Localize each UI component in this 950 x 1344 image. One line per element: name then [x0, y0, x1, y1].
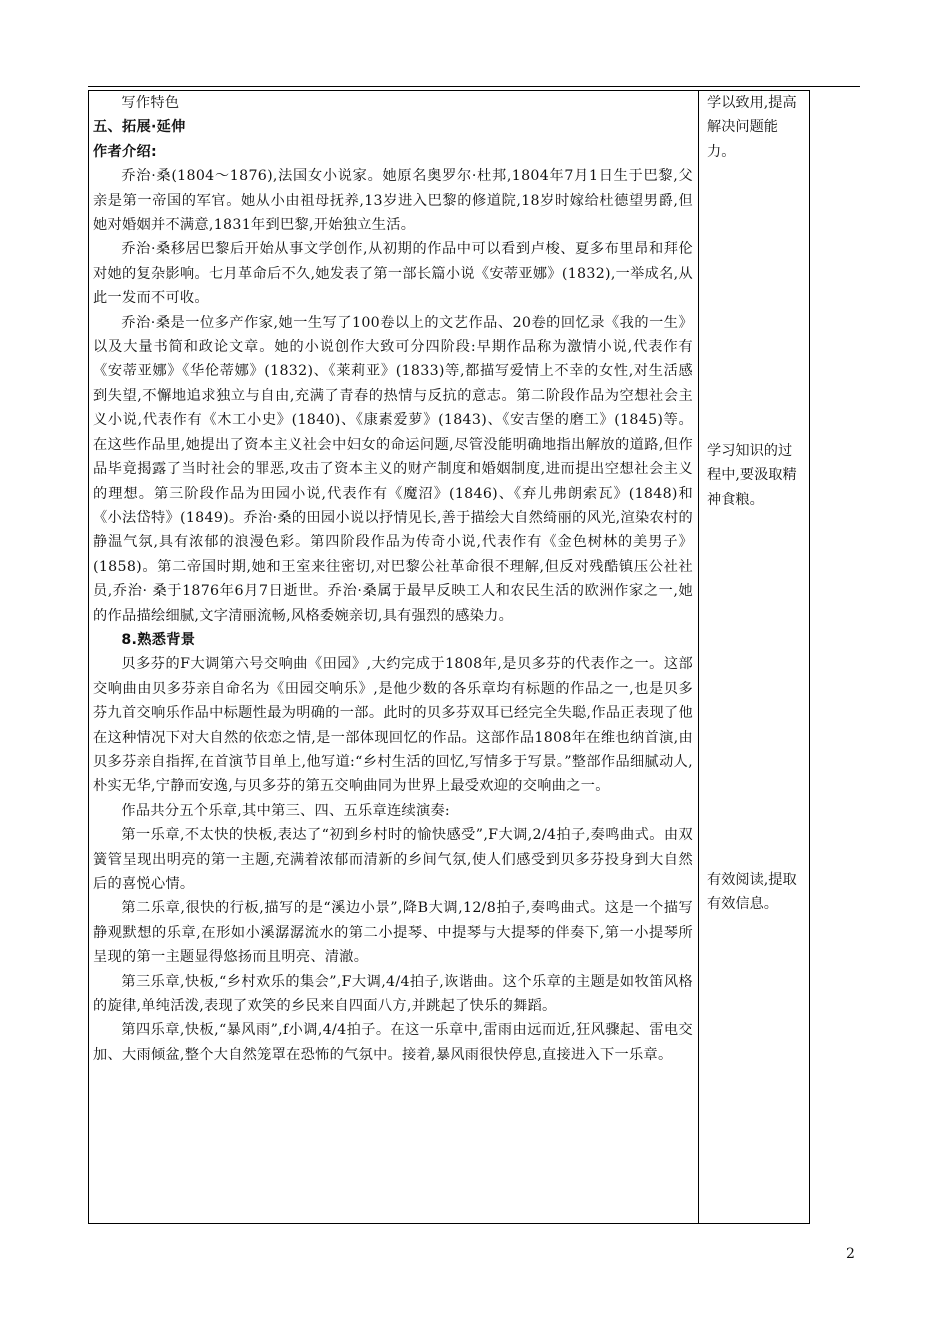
paragraph-movement-1: 第一乐章,不太快的快板,表达了“初到乡村时的愉快感受”,F大调,2/4拍子,奏鸣曲式。由双簧管呈现出明亮的第一主题,充满着浓郁而清新的乡间气氛,使人们感受到贝多芬投身到大自然后的喜悦心情。 [93, 827, 693, 892]
paragraph-movement-4: 第四乐章,快板,“暴风雨”,f小调,4/4拍子。在这一乐章中,雷雨由远而近,狂风骤起、雷电交加、大雨倾盆,整个大自然笼罩在恐怖的气氛中。接着,暴风雨很快停息,直接进入下一乐章。 [93, 1022, 693, 1063]
section-heading-extension: 五、拓展·延伸 [93, 119, 186, 136]
page-number: 2 [846, 1246, 855, 1262]
paragraph-author-works: 乔治·桑是一位多产作家,她一生写了100卷以上的文艺作品、20卷的回忆录《我的一生》以及大量书简和政论文章。她的小说创作大致可分四阶段:早期作品称为激情小说,代表作有《安蒂亚娜》《华伦蒂娜》(1832)、《莱莉亚》(1833)等,都描写爱情上不幸的女性,对生活感到失望,不懈地追求独立与自由,充满了青春的热情与反抗的意志。第二阶段作品为空想社会主义小说,代表作有《木工小史》(1840)、《康素爱萝》(1843)、《安吉堡的磨工》(1845)等。在这些作品里,她提出了资本主义社会中妇女的命运问题,尽管没能明确地指出解放的道路,但作品毕竟揭露了当时社会的罪恶,攻击了资本主义的财产制度和婚姻制度,进而提出空想社会主义的理想。第三阶段作品为田园小说,代表作有《魔沼》(1846)、《弃儿弗朗索瓦》(1848)和《小法岱特》(1849)。乔治·桑的田园小说以抒情见长,善于描绘大自然绮丽的风光,渲染农村的静温气氛,具有浓郁的浪漫色彩。第四阶段作品为传奇小说,代表作有《金色树林的美男子》(1858)。第二帝国时期,她和王室来往密切,对巴黎公社革命很不理解,但反对残酷镇压公社社员,乔治· 桑于1876年6月7日逝世。乔治·桑属于最早反映工人和农民生活的欧洲作家之一,她的作品描绘细腻,文字清丽流畅,风格委婉亲切,具有强烈的感染力。 [93, 314, 693, 624]
notes-cell [699, 91, 809, 1223]
subheading-author-intro: 作者介绍: [93, 143, 157, 160]
content-cell [89, 91, 699, 1223]
side-note-knowledge: 学习知识的过程中,要汲取精神食粮。 [707, 443, 797, 508]
paragraph-writing-features: 写作特色 [121, 95, 180, 111]
paragraph-symphony-intro: 贝多芬的F大调第六号交响曲《田园》,大约完成于1808年,是贝多芬的代表作之一。这部交响曲由贝多芬亲自命名为《田园交响乐》,是他少数的各乐章均有标题的作品之一,也是贝多芬九首交响乐作品中标题性最为明确的一部。此时的贝多芬双耳已经完全失聪,作品正表现了他在这种情况下对大自然的依恋之情,是一部体现回忆的作品。这部作品1808年在维也纳首演,由贝多芬亲自指挥,在首演节目单上,他写道:“乡村生活的回忆,写情多于写景。”整部作品细腻动人,朴实无华,宁静而安逸,与贝多芬的第五交响曲同为世界上最受欢迎的交响曲之一。 [93, 656, 693, 795]
paragraph-author-early-career: 乔治·桑移居巴黎后开始从事文学创作,从初期的作品中可以看到卢梭、夏多布里昂和拜伦对她的复杂影响。七月革命后不久,她发表了第一部长篇小说《安蒂亚娜》(1832),一举成名,从此一发而不可收。 [93, 241, 693, 307]
paragraph-author-bio: 乔治·桑(1804～1876),法国女小说家。她原名奥罗尔·杜邦,1804年7月1日生于巴黎,父亲是第一帝国的军官。她从小由祖母抚养,13岁进入巴黎的修道院,18岁时嫁给杜德望男爵,但她对婚姻并不满意,1831年到巴黎,开始独立生活。 [93, 168, 693, 234]
paragraph-movements-overview: 作品共分五个乐章,其中第三、四、五乐章连续演奏: [121, 802, 451, 819]
paragraph-movement-3: 第三乐章,快板,“乡村欢乐的集会”,F大调,4/4拍子,诙谐曲。这个乐章的主题是如牧笛风格的旋律,单纯活泼,表现了欢笑的乡民来自四面八方,并跳起了快乐的舞蹈。 [93, 973, 693, 1015]
side-note-reading: 有效阅读,提取有效信息。 [707, 872, 797, 913]
paragraph-movement-2: 第二乐章,很快的行板,描写的是“溪边小景”,降B大调,12/8拍子,奏鸣曲式。这是一个描写静观默想的乐章,在形如小溪潺潺流水的第二小提琴、中提琴与大提琴的伴奏下,第一小提琴所呈现的第一主题显得悠扬而且明亮、清澈。 [93, 900, 693, 966]
lesson-table [88, 90, 810, 1224]
side-note-apply: 学以致用,提高解决问题能力。 [707, 95, 797, 160]
subheading-background: 8.熟悉背景 [121, 631, 196, 648]
header-rule [88, 86, 860, 87]
